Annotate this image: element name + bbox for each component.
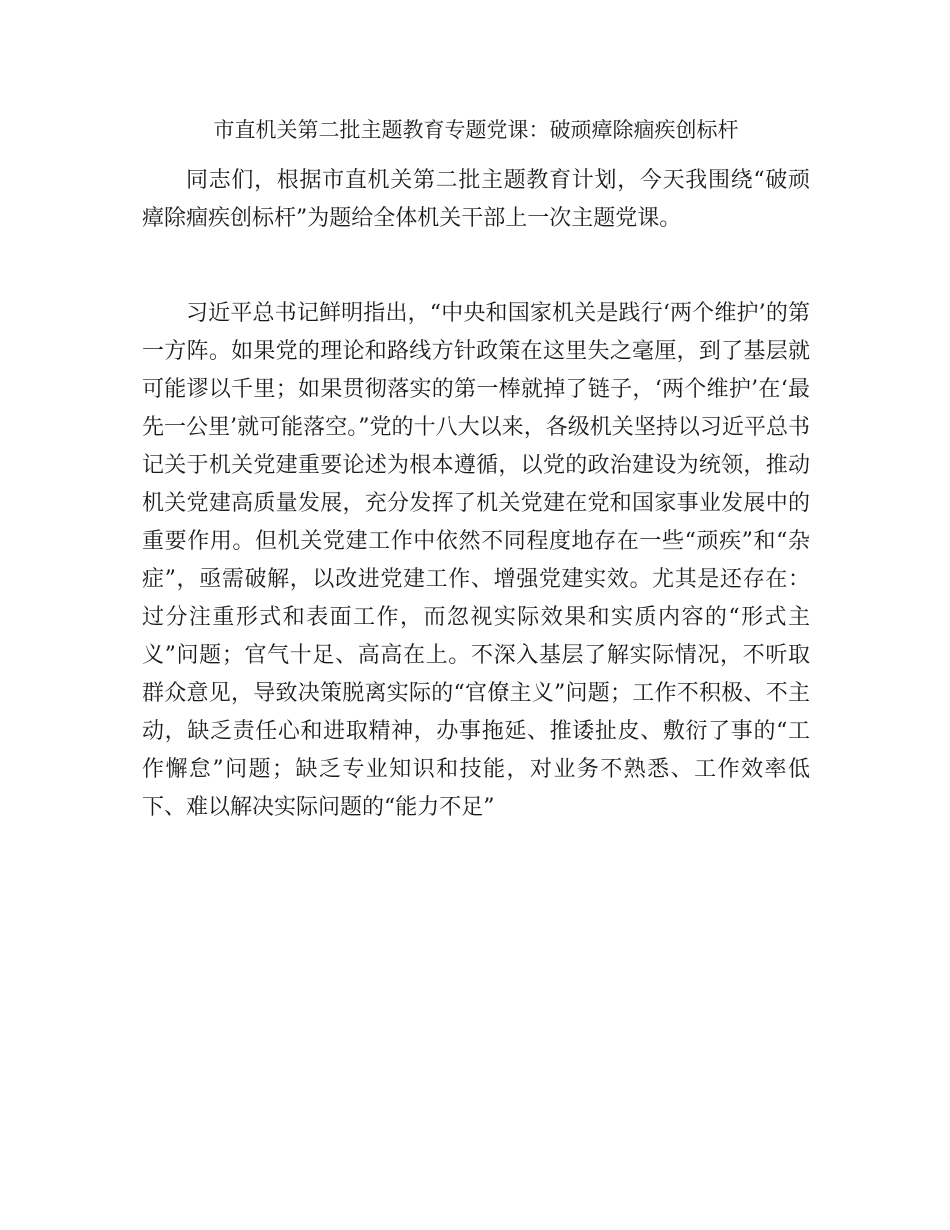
paragraph-body: 习近平总书记鲜明指出，“中央和国家机关是践行‘两个维护’的第一方阵。如果党的理论和路线方针政策在这里失之毫厘，到了基层就可能谬以千里；如果贯彻落实的第一棒就掉了链子，‘两个维护’在‘最先一公里’就可能落空。”党的十八大以来，各级机关坚持以习近平总书记关于机关党建重要论述为根本遵循，以党的政治建设为统领，推动机关党建高质量发展，充分发挥了机关党建在党和国家事业发展中的重要作用。但机关党建工作中依然不同程度地存在一些“顽疾”和“杂症”，亟需破解，以改进党建工作、增强党建实效。尤其是还存在：过分注重形式和表面工作，而忽视实际效果和实质内容的“形式主义”问题；官气十足、高高在上。不深入基层了解实际情况，不听取群众意见，导致决策脱离实际的“官僚主义”问题；工作不积极、不主动，缺乏责任心和进取精神，办事拖延、推诿扯皮、敷衍了事的“工作懈怠”问题；缺乏专业知识和技能，对业务不熟悉、工作效率低下、难以解决实际问题的“能力不足” <box>142 301 810 820</box>
paragraph-opening: 同志们，根据市直机关第二批主题教育计划，今天我围绕“破顽瘴除痼疾创标杆”为题给全体机关干部上一次主题党课。 <box>142 168 810 231</box>
document-title: 市直机关第二批主题教育专题党课：破顽瘴除痼疾创标杆 <box>213 118 739 142</box>
